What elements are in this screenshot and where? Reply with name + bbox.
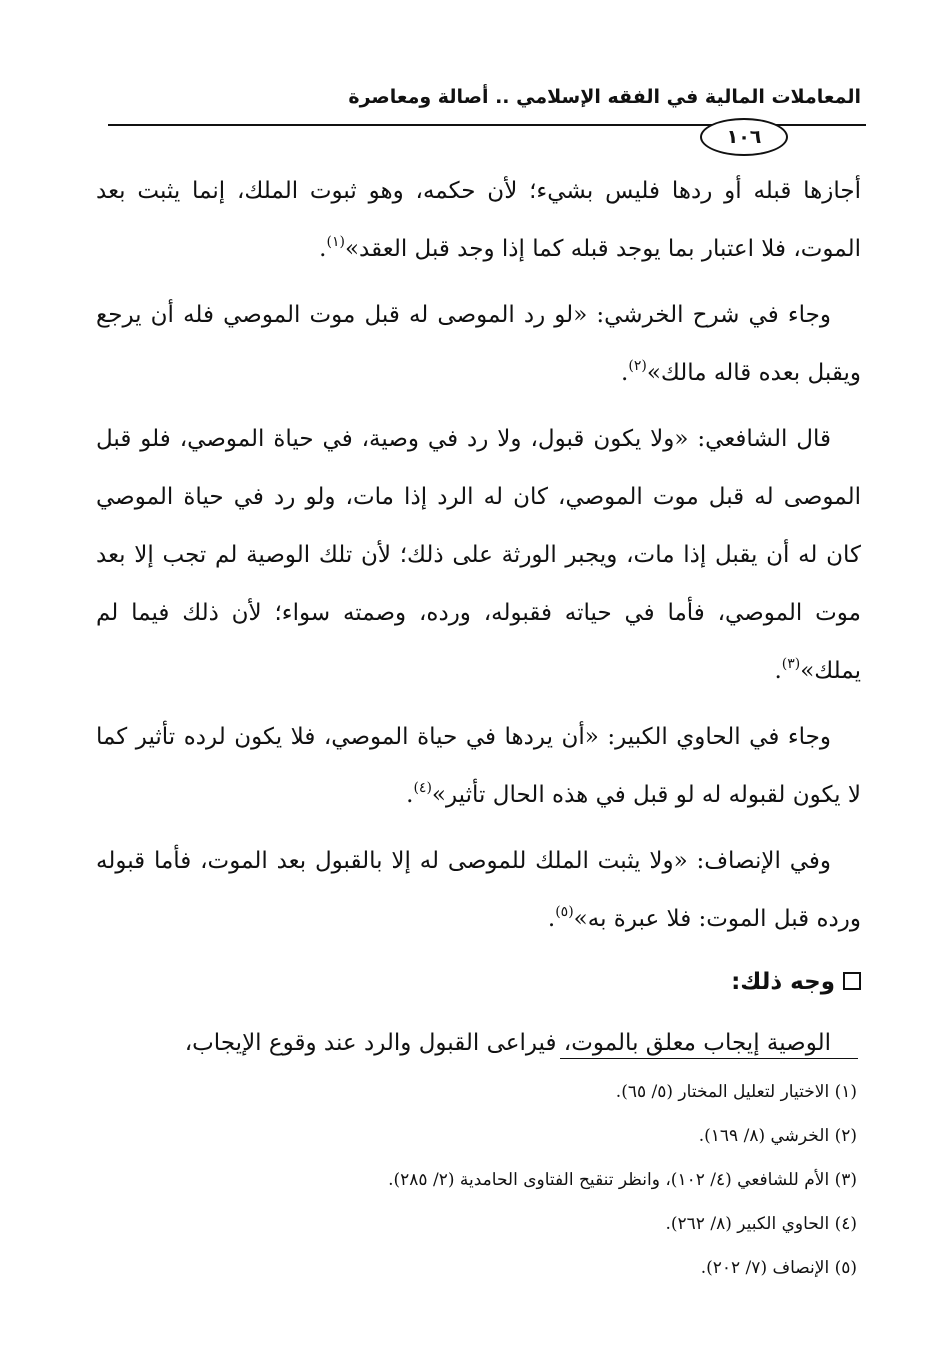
footnote-2: (٢) الخرشي (٨/ ١٦٩). — [698, 1126, 857, 1146]
footnote-3: (٣) الأم للشافعي (٤/ ١٠٢)، وانظر تنقيح الفتاوى الحامدية (٢/ ٢٨٥). — [388, 1170, 857, 1190]
footnote-separator — [560, 1058, 858, 1059]
footnote-ref-1[interactable]: (١) — [326, 234, 345, 250]
paragraph-3: قال الشافعي: «ولا يكون قبول، ولا رد في وصية، في حياة الموصي، فلو قبل الموصى له قبل موت الموصي، كان له الرد إذا مات، ولو رد في حياة الموصي كان له أن يقبل إذا مات، ويجبر الورثة على ذلك؛ لأن تلك الوصية لم تجب إلا بعد موت الموصي، فأما في حياته فقبوله، ورده، وصمته سواء؛ لأن ذلك فيما لم يملك»$^{(٣)}$. — [96, 426, 861, 684]
footnote-ref-2[interactable]: (٢) — [628, 358, 647, 374]
paragraph-text: وفي الإنصاف: «ولا يثبت الملك للموصى له إلا بالقبول بعد الموت، فأما قبوله ورده قبل الموت: فلا عبرة به» — [96, 848, 861, 932]
footnote-ref-3[interactable]: (٣) — [781, 656, 801, 672]
section-heading-text: وجه ذلك: — [731, 969, 835, 995]
paragraph-text: قال الشافعي: «ولا يكون قبول، ولا رد في وصية، في حياة الموصي، فلو قبل الموصى له قبل موت الموصي، كان له الرد إذا مات، ولو رد في حياة الموصي كان له أن يقبل إذا مات، ويجبر الورثة على ذلك؛ لأن تلك الوصية لم تجب إلا بعد موت الموصي، فأما في حياته فقبوله، ورده، وصمته سواء؛ لأن ذلك فيما لم يملك» — [96, 426, 861, 684]
footnote-5: (٥) الإنصاف (٧/ ٢٠٢). — [700, 1258, 857, 1278]
footnote-4: (٤) الحاوي الكبير (٨/ ٢٦٢). — [665, 1214, 857, 1234]
paragraph-2: وجاء في شرح الخرشي: «لو رد الموصى له قبل موت الموصي فله أن يرجع ويقبل بعده قاله مالك»$^{(٢)}$. — [96, 302, 861, 386]
section-heading — [96, 956, 861, 1008]
paragraph-text: وجاء في شرح الخرشي: «لو رد الموصى له قبل موت الموصي فله أن يرجع ويقبل بعده قاله مالك» — [96, 302, 861, 386]
main-text — [96, 162, 861, 1080]
paragraph-text: أجازها قبله أو ردها فليس بشيء؛ لأن حكمه، وهو ثبوت الملك، إنما يثبت بعد الموت، فلا اعتبار بما يوجد قبله كما إذا وجد قبل العقد» — [96, 178, 861, 262]
paragraph-4: وجاء في الحاوي الكبير: «أن يردها في حياة الموصي، فلا يكون لرده تأثير كما لا يكون لقبوله له لو قبل في هذه الحال تأثير»$^{(٤)}$. — [96, 724, 861, 808]
footnote-ref-4[interactable]: (٤) — [413, 780, 432, 796]
footnotes — [97, 1070, 857, 1290]
running-header-title: المعاملات المالية في الفقه الإسلامي .. أصالة ومعاصرة — [348, 86, 861, 108]
page-number: ١٠٦ — [700, 118, 788, 156]
paragraph-text: وجاء في الحاوي الكبير: «أن يردها في حياة الموصي، فلا يكون لرده تأثير كما لا يكون لقبوله له لو قبل في هذه الحال تأثير» — [96, 724, 861, 808]
paragraph-6: الوصية إيجاب معلق بالموت، فيراعى القبول والرد عند وقوع الإيجاب، — [184, 1030, 831, 1056]
square-box-icon — [843, 972, 861, 990]
footnote-1: (١) الاختيار لتعليل المختار (٥/ ٦٥). — [615, 1082, 857, 1102]
paragraph-5: وفي الإنصاف: «ولا يثبت الملك للموصى له إلا بالقبول بعد الموت، فأما قبوله ورده قبل الموت: فلا عبرة به»$^{(٥)}$. — [96, 848, 861, 932]
paragraph-1: أجازها قبله أو ردها فليس بشيء؛ لأن حكمه، وهو ثبوت الملك، إنما يثبت بعد الموت، فلا اعتبار بما يوجد قبله كما إذا وجد قبل العقد»$^{(١)}$. — [96, 178, 861, 262]
footnote-ref-5[interactable]: (٥) — [555, 904, 574, 920]
